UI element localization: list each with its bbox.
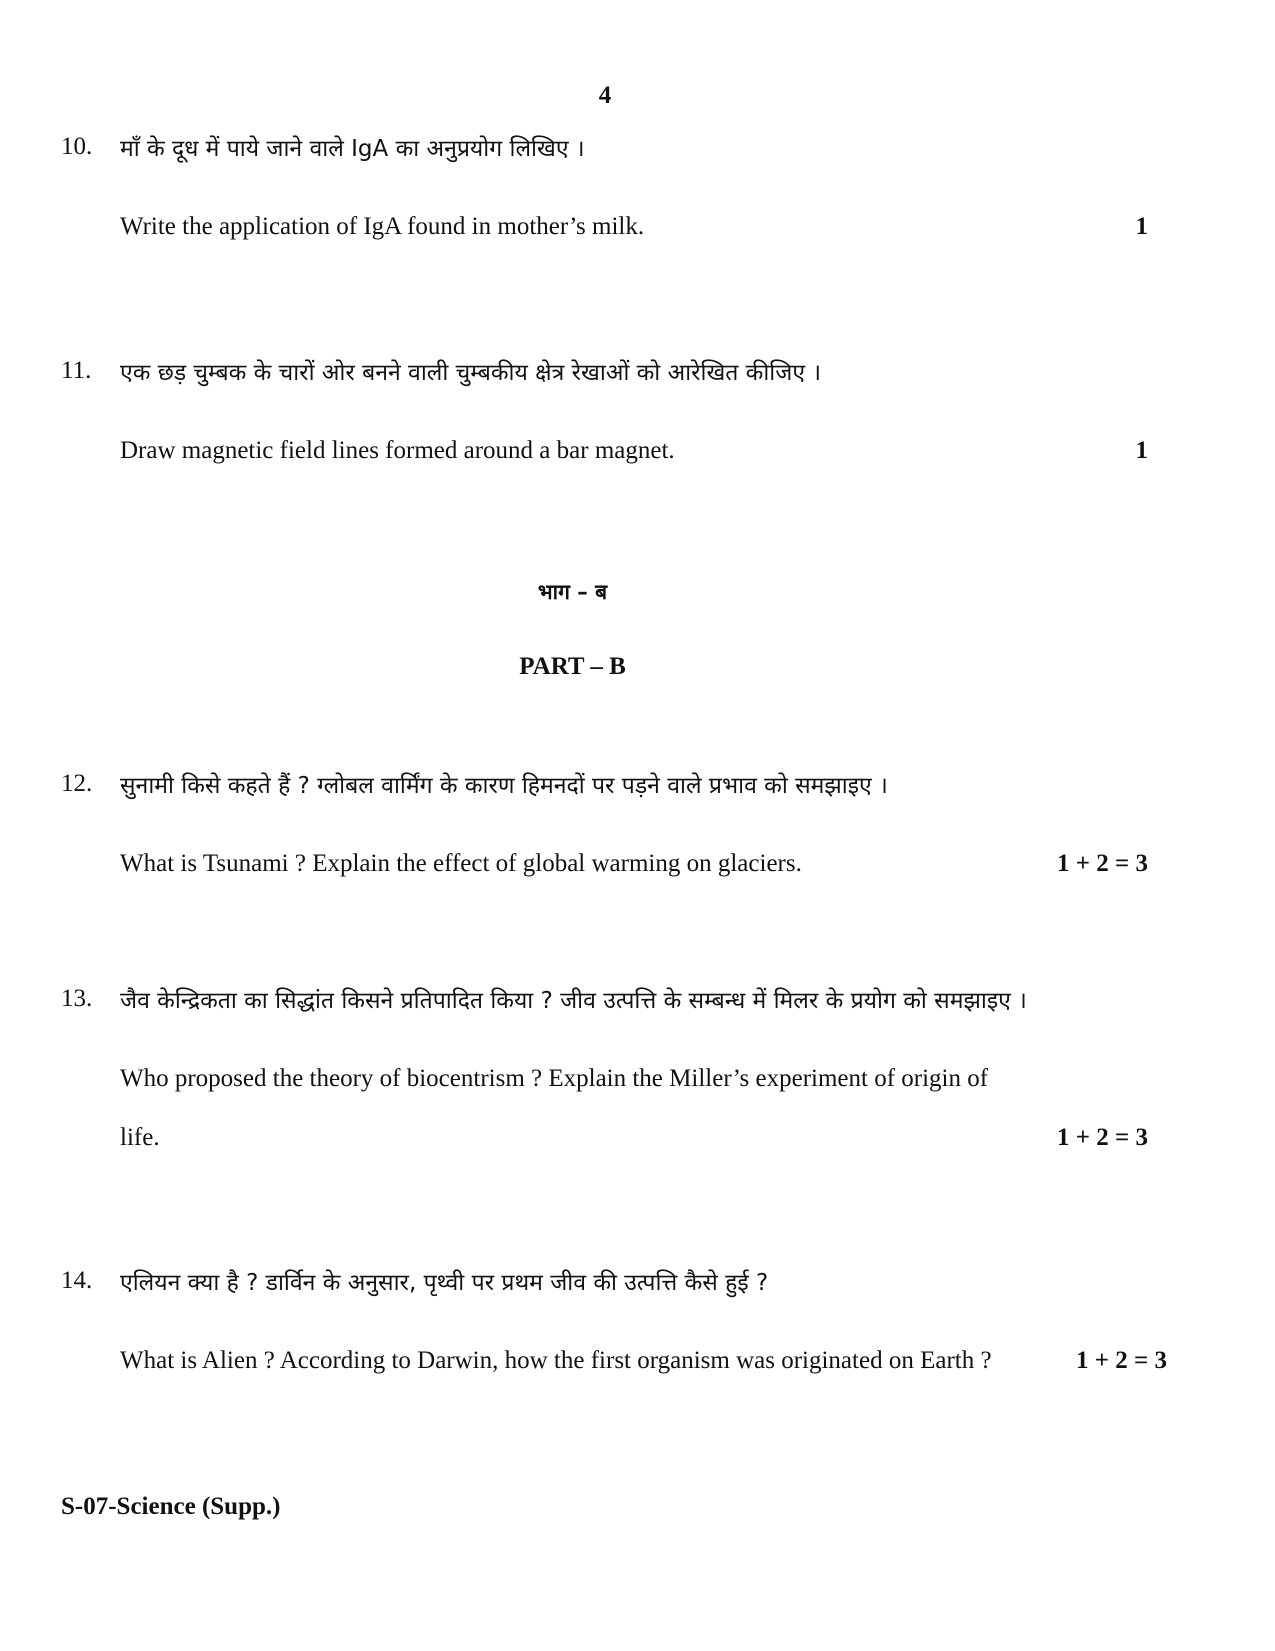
question-text-english: Who proposed the theory of biocentrism ? Explain the Miller’s experiment of origin of xyxy=(120,1065,989,1092)
question-text-english: Draw magnetic field lines formed around a bar magnet. xyxy=(120,437,675,464)
question-text-hindi: एलियन क्या है ? डार्विन के अनुसार, पृथ्वी पर प्रथम जीव की उत्पत्ति कैसे हुई ? xyxy=(120,1270,769,1296)
question-text-hindi: जैव केन्द्रिकता का सिद्धांत किसने प्रतिपादित किया ? जीव उत्पत्ति के सम्बन्ध में मिलर के प्रयोग को समझाइए । xyxy=(120,988,1027,1014)
question-text-hindi: एक छड़ चुम्बक के चारों ओर बनने वाली चुम्बकीय क्षेत्र रेखाओं को आरेखित कीजिए । xyxy=(120,360,822,386)
question-text-hindi: माँ के दूध में पाये जाने वाले IgA का अनुप्रयोग लिखिए । xyxy=(120,136,585,162)
question-number: 11. xyxy=(61,357,92,384)
section-heading-english: PART – B xyxy=(519,653,626,680)
question-text-english: life. xyxy=(120,1124,160,1151)
question-marks: 1 + 2 = 3 xyxy=(1057,850,1148,877)
page-number: 4 xyxy=(598,82,612,109)
question-number: 10. xyxy=(61,133,93,160)
question-marks: 1 + 2 = 3 xyxy=(1076,1347,1167,1374)
question-text-english: What is Tsunami ? Explain the effect of global warming on glaciers. xyxy=(120,850,802,877)
paper-code: S-07-Science (Supp.) xyxy=(61,1493,281,1520)
question-marks: 1 xyxy=(1135,213,1148,240)
question-marks: 1 xyxy=(1135,437,1148,464)
section-heading-hindi: भाग – ब xyxy=(537,580,608,604)
question-text-english: Write the application of IgA found in mother’s milk. xyxy=(120,213,645,240)
question-number: 12. xyxy=(61,770,93,797)
question-number: 13. xyxy=(61,985,93,1012)
question-marks: 1 + 2 = 3 xyxy=(1057,1124,1148,1151)
question-text-hindi: सुनामी किसे कहते हैं ? ग्लोबल वार्मिंग के कारण हिमनदों पर पड़ने वाले प्रभाव को समझाइए । xyxy=(120,773,888,799)
question-text-english: What is Alien ? According to Darwin, how the first organism was originated on Earth ? xyxy=(120,1347,992,1374)
question-number: 14. xyxy=(61,1267,93,1294)
